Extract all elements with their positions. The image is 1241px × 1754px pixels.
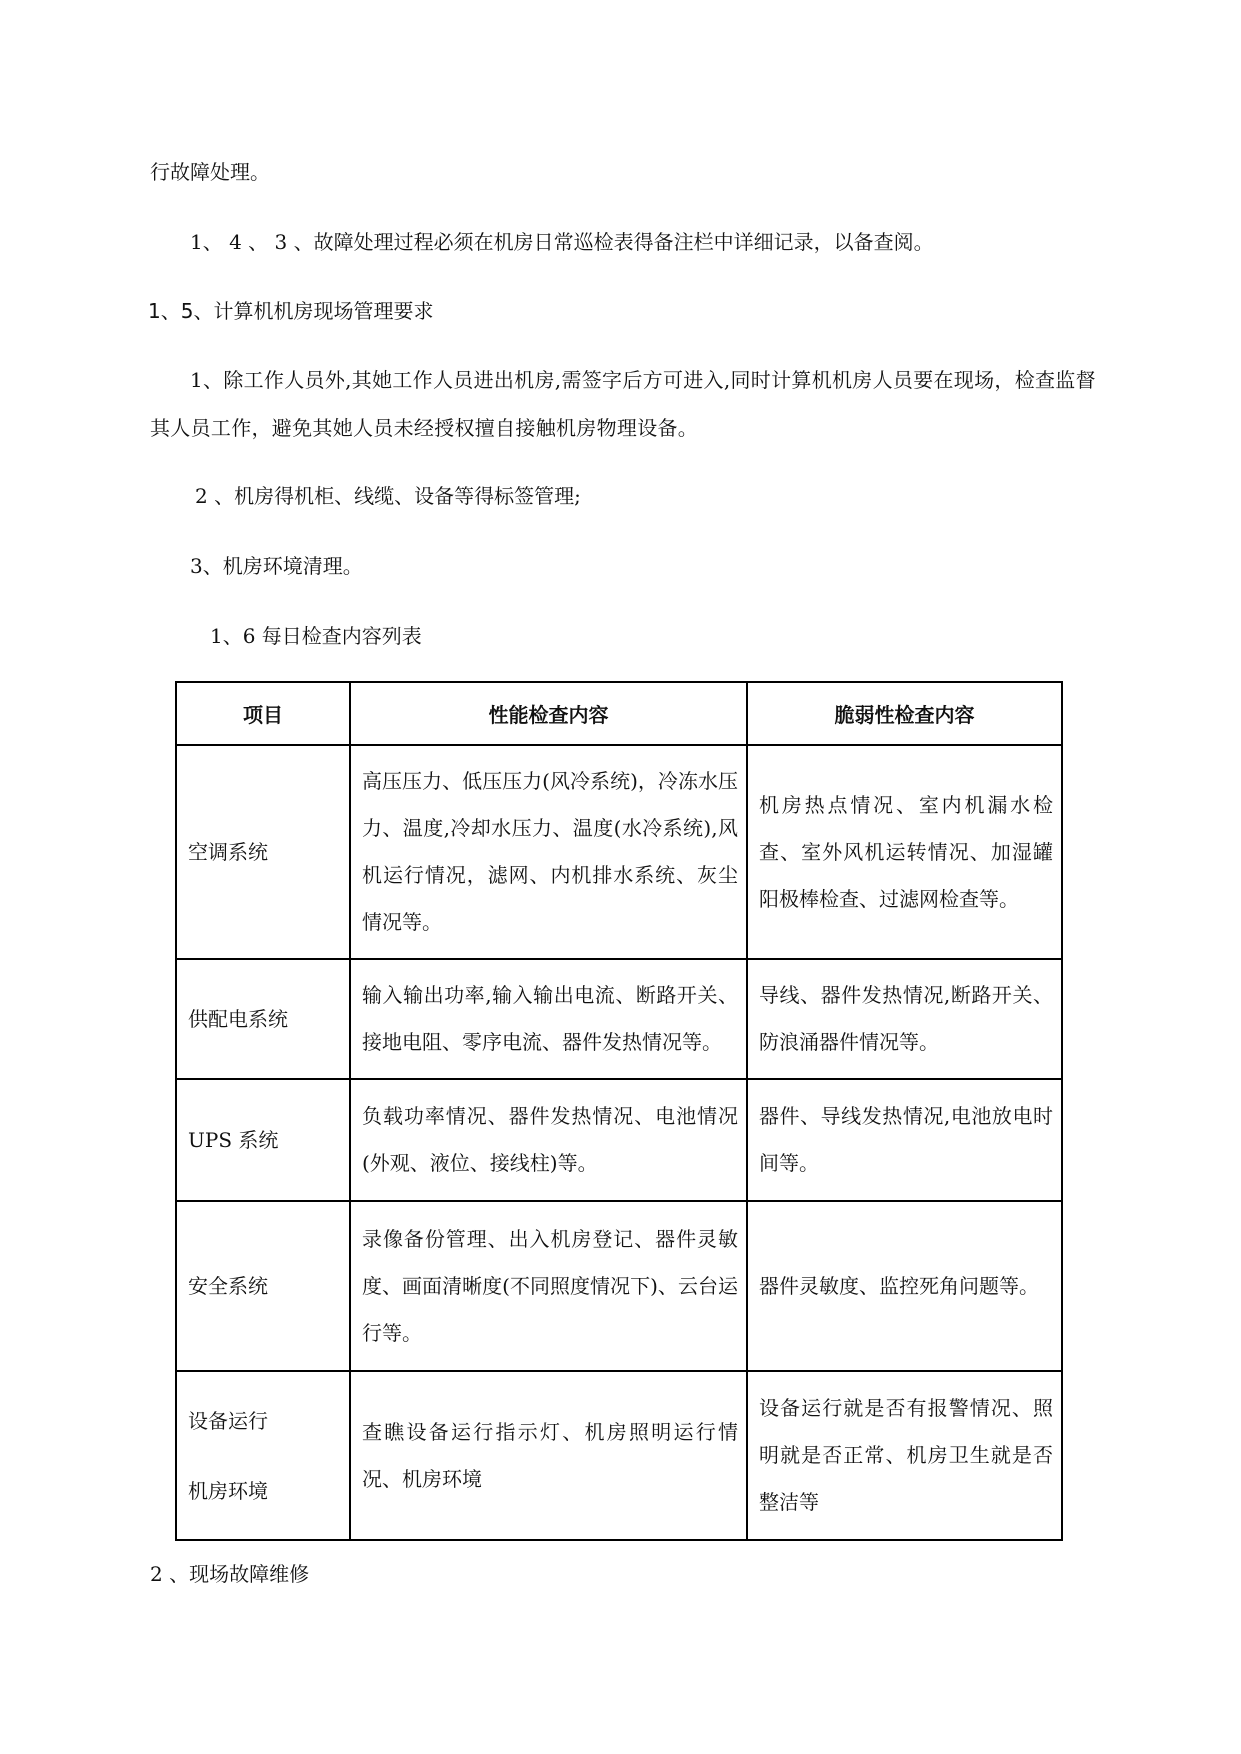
table-row bbox=[176, 1371, 1062, 1540]
section-heading: 1、5、计算机机房现场管理要求 bbox=[148, 299, 434, 323]
text-line: 3、机房环境清理。 bbox=[190, 554, 363, 578]
performance-cell: 输入输出功率,输入输出电流、断路开关、接地电阻、零序电流、器件发热情况等。 bbox=[350, 959, 747, 1079]
table-row bbox=[176, 1079, 1062, 1201]
table-header-row bbox=[176, 682, 1062, 745]
item-cell: UPS 系统 bbox=[176, 1079, 350, 1201]
item-cell: 空调系统 bbox=[176, 745, 350, 959]
vulnerability-cell: 机房热点情况、室内机漏水检查、室外风机运转情况、加湿罐阳极棒检查、过滤网检查等。 bbox=[747, 745, 1062, 959]
performance-cell: 高压压力、低压压力(风冷系统)，冷冻水压力、温度,冷却水压力、温度(水冷系统),风机运行情况，滤网、内机排水系统、灰尘情况等。 bbox=[350, 745, 747, 959]
header-performance: 性能检查内容 bbox=[350, 682, 747, 745]
item-cell: 供配电系统 bbox=[176, 959, 350, 1079]
item-cell: 安全系统 bbox=[176, 1201, 350, 1371]
item-cell bbox=[176, 1371, 350, 1540]
table-caption: 1、6 每日检查内容列表 bbox=[210, 624, 422, 648]
section-heading: 2 、现场故障维修 bbox=[150, 1562, 310, 1586]
vulnerability-cell: 器件灵敏度、监控死角问题等。 bbox=[747, 1201, 1062, 1371]
text-line: 1、 4 、 3 、故障处理过程必须在机房日常巡检表得备注栏中详细记录，以备查阅。 bbox=[190, 230, 934, 254]
vulnerability-cell: 导线、器件发热情况,断路开关、防浪涌器件情况等。 bbox=[747, 959, 1062, 1079]
inspection-table bbox=[175, 681, 1063, 1541]
text-line: 2 、机房得机柜、线缆、设备等得标签管理; bbox=[195, 484, 581, 508]
table-row bbox=[176, 959, 1062, 1079]
table-row bbox=[176, 745, 1062, 959]
text-line: 行故障处理。 bbox=[150, 160, 270, 184]
item-line: 设备运行 bbox=[188, 1408, 268, 1433]
paragraph: 1、除工作人员外,其她工作人员进出机房,需签字后方可进入,同时计算机机房人员要在现场，检查监督其人员工作，避免其她人员未经授权擅自接触机房物理设备。 bbox=[150, 368, 1096, 440]
performance-cell: 查瞧设备运行指示灯、机房照明运行情况、机房环境 bbox=[350, 1371, 747, 1540]
table-row bbox=[176, 1201, 1062, 1371]
vulnerability-cell: 器件、导线发热情况,电池放电时间等。 bbox=[747, 1079, 1062, 1201]
vulnerability-cell: 设备运行就是否有报警情况、照明就是否正常、机房卫生就是否整洁等 bbox=[747, 1371, 1062, 1540]
item-line: 机房环境 bbox=[188, 1478, 268, 1503]
performance-cell: 负载功率情况、器件发热情况、电池情况(外观、液位、接线柱)等。 bbox=[350, 1079, 747, 1201]
header-vulnerability: 脆弱性检查内容 bbox=[747, 682, 1062, 745]
header-item: 项目 bbox=[176, 682, 350, 745]
performance-cell: 录像备份管理、出入机房登记、器件灵敏度、画面清晰度(不同照度情况下)、云台运行等。 bbox=[350, 1201, 747, 1371]
